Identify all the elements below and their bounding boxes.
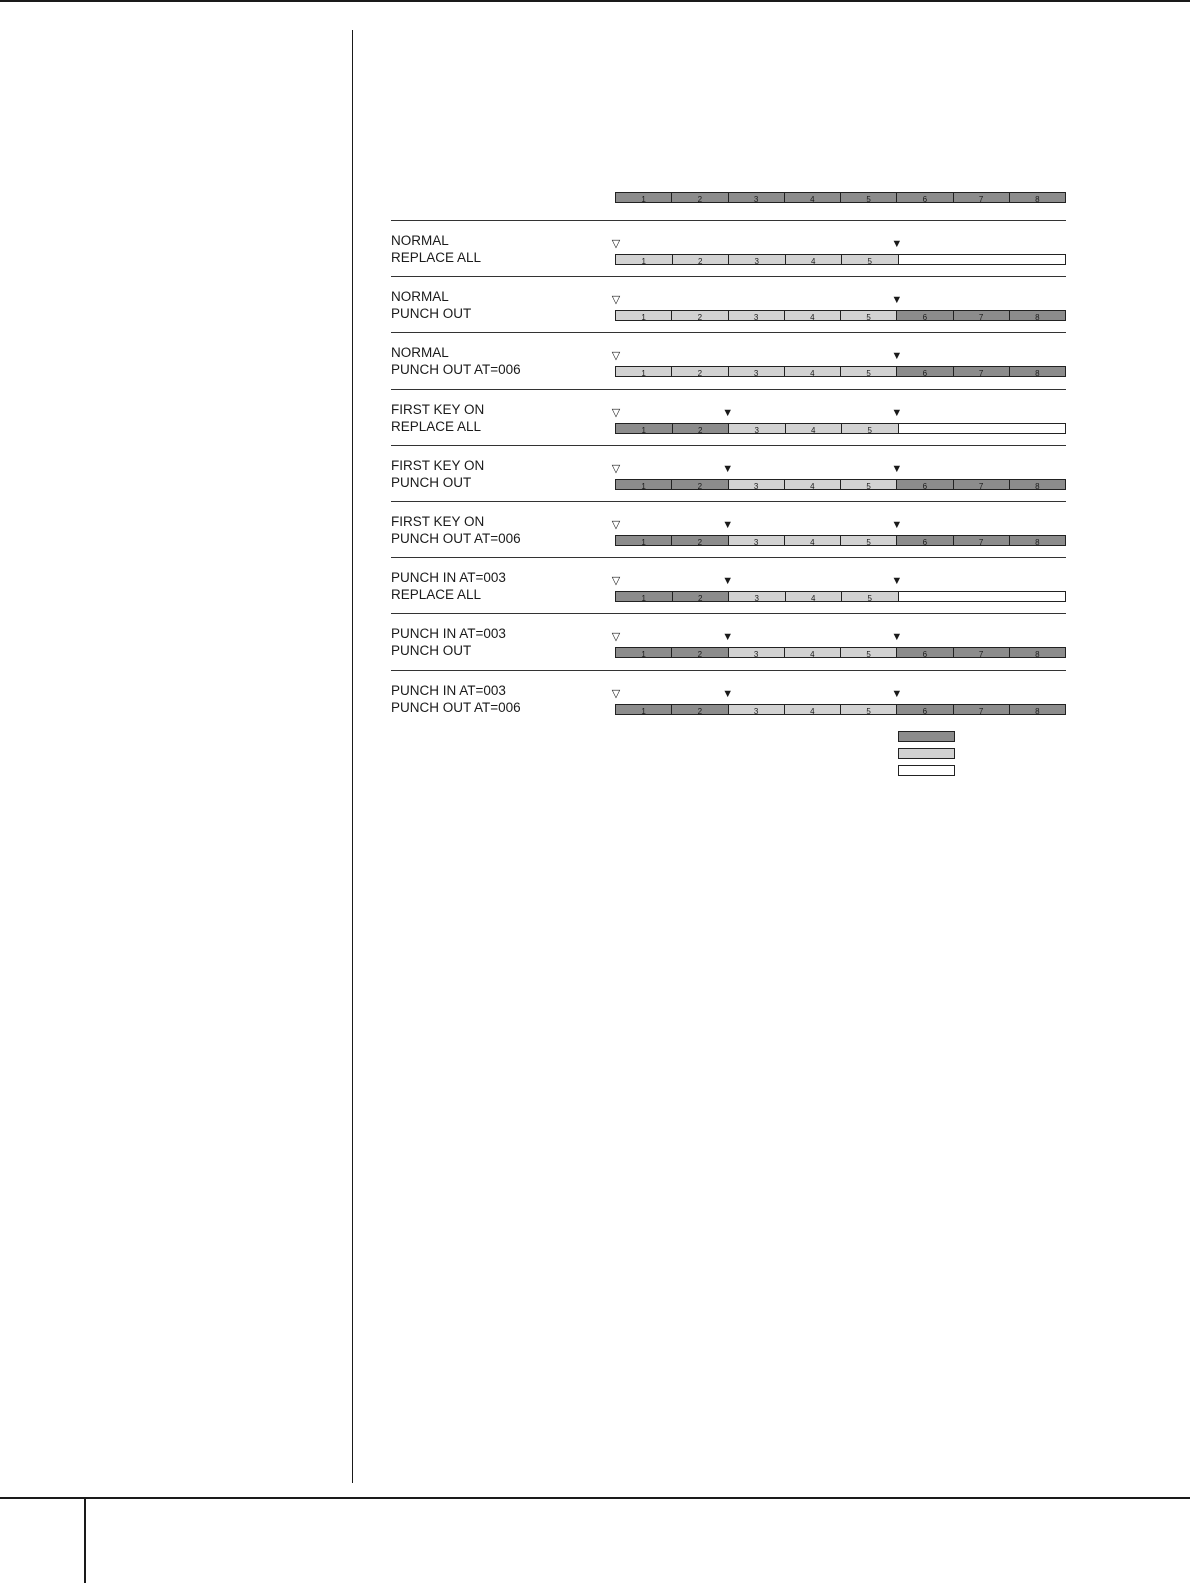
measure-cell-4: 4 [785,193,841,202]
start-marker-icon: ▽ [611,575,621,588]
measure-cell-2: 2 [672,311,728,320]
measure-cell-1: 1 [616,536,672,545]
row-separator [391,670,1066,671]
measure-cell-6: 6 [897,311,953,320]
measure-cell-4: 4 [785,648,841,657]
measure-cell-6: 6 [897,480,953,489]
start-marker-icon: ▽ [611,406,621,419]
measure-cell-7: 7 [954,480,1010,489]
rec-end-label: REPLACE ALL [391,250,482,265]
rec-end-label: PUNCH OUT [391,643,472,659]
measure-cell-3: 3 [729,193,785,202]
measure-cell-7: 7 [954,648,1010,657]
recorded-data-bar [615,591,1066,602]
measure-cell-1: 1 [616,648,672,657]
measure-cell-5: 5 [842,255,899,264]
measure-cell-4: 4 [786,424,843,433]
measure-cell-6: 6 [897,193,953,202]
rec-end-label: REPLACE ALL [391,587,482,603]
measure-cell-3: 3 [729,592,786,601]
measure-cell-7: 7 [954,311,1010,320]
measure-cell-7 [954,592,1010,601]
recorded-data-bar [615,535,1066,546]
measure-cell-1: 1 [616,193,672,202]
punch-in-marker-icon: ▼ [722,519,734,531]
original-data-bar [615,192,1066,203]
measure-cell-1: 1 [616,367,672,376]
measure-cell-1: 1 [616,255,673,264]
measure-cell-1: 1 [616,705,672,714]
measure-cell-2: 2 [672,480,728,489]
start-marker-icon: ▽ [611,238,621,250]
rec-end-label: PUNCH OUT [391,306,472,322]
rec-end-label: PUNCH OUT [391,474,472,490]
footer-rule [0,1497,1190,1499]
measure-cell-4: 4 [785,480,841,489]
rec-start-label: FIRST KEY ON [391,514,485,529]
rec-start-label: NORMAL [391,345,449,361]
measure-cell-2: 2 [673,255,730,264]
footer-divider [84,1497,86,1583]
measure-cell-1: 1 [616,424,673,433]
punch-in-marker-icon: ▼ [722,462,734,475]
measure-cell-4: 4 [785,311,841,320]
measure-cell-8: 8 [1010,480,1065,489]
recorded-data-bar [615,479,1066,490]
measure-cell-2: 2 [672,536,728,545]
recorded-data-bar [615,310,1066,321]
measure-cell-7: 7 [954,536,1010,545]
measure-cell-8: 8 [1010,311,1065,320]
measure-cell-5: 5 [841,193,897,202]
punch-in-marker-icon: ▼ [722,631,734,644]
measure-cell-3: 3 [729,424,786,433]
column-divider [352,30,353,1483]
rec-end-label: PUNCH OUT AT=006 [391,362,521,378]
measure-cell-8 [1010,255,1066,264]
measure-cell-5: 5 [842,592,899,601]
measure-cell-5: 5 [841,705,897,714]
rec-end-label: PUNCH OUT AT=006 [391,699,521,715]
measure-cell-5: 5 [841,367,897,376]
measure-cell-5: 5 [841,648,897,657]
rec-start-label: PUNCH IN AT=003 [391,682,506,698]
punch-in-marker-icon: ▼ [722,687,734,700]
measure-cell-2: 2 [672,705,728,714]
start-marker-icon: ▽ [611,519,621,531]
punch-in-marker-icon: ▼ [722,575,734,588]
rec-start-label: FIRST KEY ON [391,457,485,473]
measure-cell-2: 2 [673,592,730,601]
punch-out-marker-icon: ▼ [891,462,903,475]
measure-cell-4: 4 [785,367,841,376]
measure-cell-1: 1 [616,480,672,489]
measure-cell-2: 2 [672,648,728,657]
rec-start-label: NORMAL [391,233,449,248]
recorded-data-bar [615,254,1066,265]
start-marker-icon: ▽ [611,294,621,307]
measure-cell-4: 4 [785,705,841,714]
row-separator [391,332,1066,333]
measure-cell-8: 8 [1010,367,1065,376]
measure-cell-3: 3 [729,536,785,545]
row-separator [391,613,1066,614]
measure-cell-8: 8 [1010,193,1065,202]
measure-cell-3: 3 [729,648,785,657]
rec-start-label: FIRST KEY ON [391,401,485,417]
measure-cell-2: 2 [672,193,728,202]
rec-end-label: PUNCH OUT AT=006 [391,531,521,546]
measure-cell-3: 3 [729,367,785,376]
rec-end-label: REPLACE ALL [391,418,482,434]
row-separator [391,557,1066,558]
measure-cell-1: 1 [616,592,673,601]
start-marker-icon: ▽ [611,631,621,644]
punch-out-marker-icon: ▼ [891,575,903,588]
punch-out-marker-icon: ▼ [891,687,903,700]
row-separator [391,220,1066,221]
measure-cell-2: 2 [672,367,728,376]
punch-out-marker-icon: ▼ [891,238,903,250]
measure-cell-7: 7 [954,193,1010,202]
start-marker-icon: ▽ [611,462,621,475]
measure-cell-8 [1010,424,1066,433]
measure-cell-8: 8 [1010,705,1065,714]
recorded-data-bar [615,423,1066,434]
measure-cell-6: 6 [897,367,953,376]
row-separator [391,501,1066,502]
measure-cell-7 [954,424,1010,433]
measure-cell-4: 4 [785,536,841,545]
measure-cell-1: 1 [616,311,672,320]
measure-cell-3: 3 [729,705,785,714]
measure-cell-5: 5 [842,424,899,433]
punch-out-marker-icon: ▼ [891,631,903,644]
measure-cell-8: 8 [1010,648,1065,657]
measure-cell-2: 2 [673,424,730,433]
top-rule [0,0,1190,2]
recorded-data-bar [615,647,1066,658]
rec-start-label: NORMAL [391,289,449,305]
row-separator [391,389,1066,390]
rec-start-label: PUNCH IN AT=003 [391,626,506,642]
punch-out-marker-icon: ▼ [891,350,903,363]
row-separator [391,445,1066,446]
row-separator [391,276,1066,277]
measure-cell-7: 7 [954,367,1010,376]
start-marker-icon: ▽ [611,687,621,700]
recorded-data-bar [615,366,1066,377]
measure-cell-7: 7 [954,705,1010,714]
legend-swatch-new [898,748,955,759]
rec-start-label: PUNCH IN AT=003 [391,570,506,586]
start-marker-icon: ▽ [611,350,621,363]
recorded-data-bar [615,704,1066,715]
punch-in-marker-icon: ▼ [722,406,734,419]
measure-cell-5: 5 [841,311,897,320]
measure-cell-8: 8 [1010,536,1065,545]
legend-swatch-empty [898,765,955,776]
measure-cell-7 [954,255,1010,264]
measure-cell-4: 4 [786,592,843,601]
measure-cell-6 [899,424,955,433]
measure-cell-6 [899,255,955,264]
measure-cell-3: 3 [729,255,786,264]
measure-cell-4: 4 [786,255,843,264]
measure-cell-5: 5 [841,536,897,545]
punch-out-marker-icon: ▼ [891,294,903,307]
legend-swatch-old [898,731,955,742]
punch-out-marker-icon: ▼ [891,406,903,419]
punch-out-marker-icon: ▼ [891,519,903,531]
measure-cell-6: 6 [897,536,953,545]
measure-cell-3: 3 [729,480,785,489]
measure-cell-3: 3 [729,311,785,320]
measure-cell-5: 5 [841,480,897,489]
measure-cell-8 [1010,592,1066,601]
measure-cell-6: 6 [897,648,953,657]
measure-cell-6 [899,592,955,601]
measure-cell-6: 6 [897,705,953,714]
